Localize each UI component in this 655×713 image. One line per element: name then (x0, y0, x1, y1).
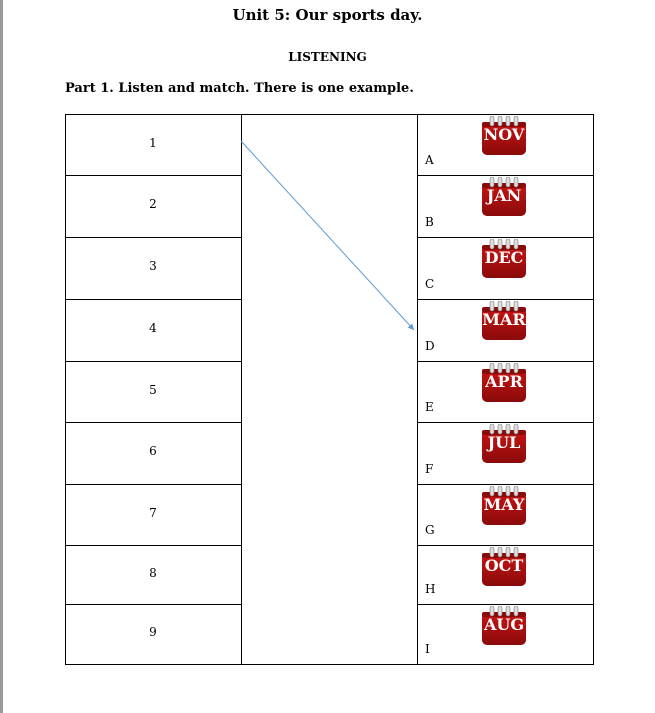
option-letter: E (425, 400, 434, 414)
calendar-month-label: MAY (483, 495, 525, 514)
calendar-month-label: APR (485, 372, 523, 391)
row-number: 5 (149, 382, 157, 397)
row-number: 4 (149, 321, 157, 335)
instruction-text: Part 1. Listen and match. There is one example. (65, 81, 414, 96)
option-letter: G (425, 523, 435, 537)
calendar-month-label: NOV (483, 125, 525, 144)
option-letter: I (425, 642, 430, 656)
row-number: 8 (149, 565, 157, 580)
option-letter: D (425, 339, 435, 353)
calendar-month-label: AUG (483, 615, 525, 634)
row-number: 7 (149, 505, 157, 520)
calendar-month-label: DEC (484, 248, 524, 267)
section-heading: LISTENING (288, 50, 367, 64)
calendar-month-label: JAN (486, 186, 522, 205)
option-letter: H (425, 582, 436, 596)
calendar-month-label: OCT (484, 556, 524, 575)
calendar-month-label: JUL (487, 433, 521, 452)
page-title: Unit 5: Our sports day. (232, 6, 423, 24)
row-number: 6 (149, 444, 157, 458)
row-number: 1 (149, 135, 157, 150)
option-letter: B (425, 215, 434, 229)
option-letter: C (425, 277, 435, 291)
row-number: 9 (149, 625, 157, 639)
row-number: 2 (149, 197, 157, 211)
option-letter: F (425, 462, 434, 476)
row-number: 3 (149, 259, 157, 273)
calendar-month-label: MAR (482, 310, 526, 329)
option-letter: A (425, 153, 434, 167)
